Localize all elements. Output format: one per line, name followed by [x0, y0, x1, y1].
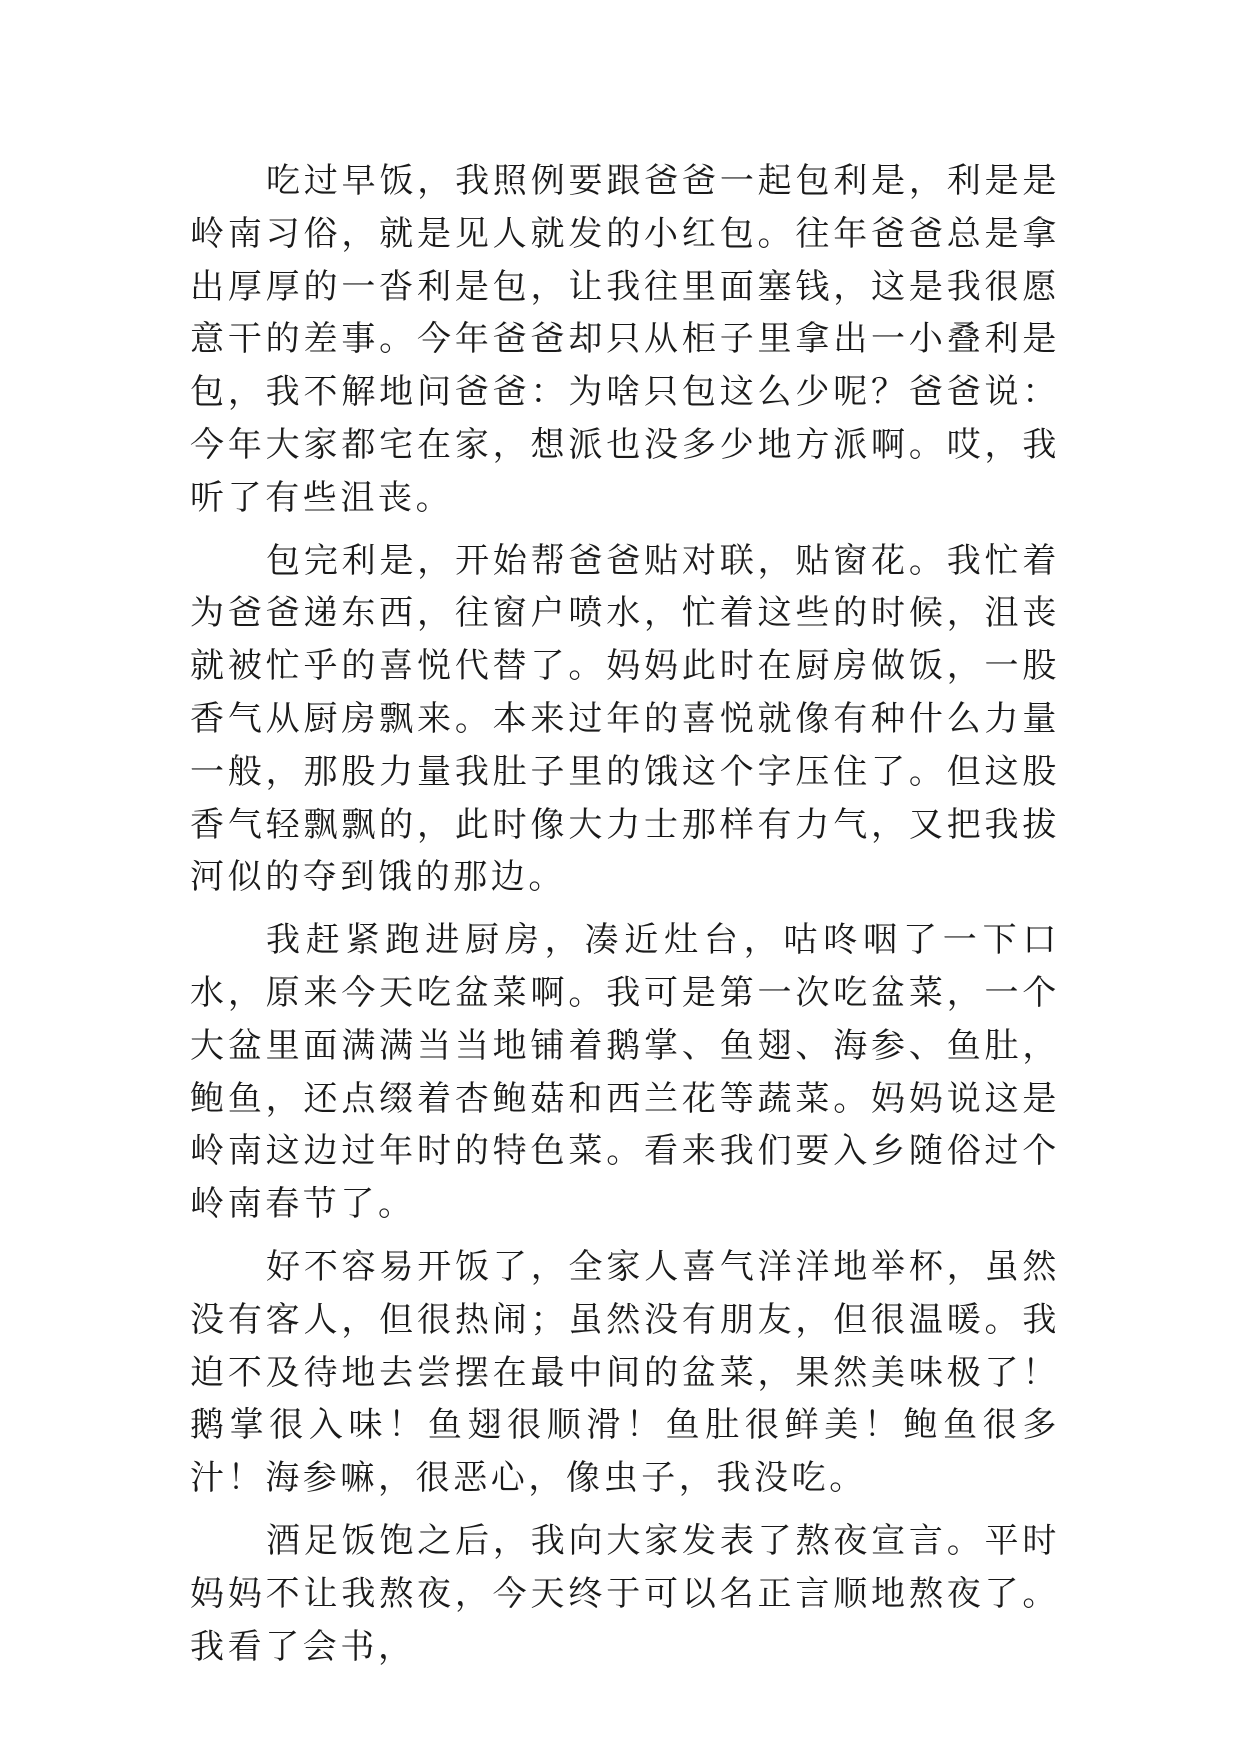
paragraph-1: 吃过早饭，我照例要跟爸爸一起包利是，利是是岭南习俗，就是见人就发的小红包。往年爸爸总是拿出厚厚的一沓利是包，让我往里面塞钱，这是我很愿意干的差事。今年爸爸却只从柜子里拿出一小叠利是包，我不解地问爸爸：为啥只包这么少呢？爸爸说：今年大家都宅在家，想派也没多少地方派啊。哎，我听了有些沮丧。 [190, 161, 1060, 518]
paragraph-4: 好不容易开饭了，全家人喜气洋洋地举杯，虽然没有客人，但很热闹；虽然没有朋友，但很温暖。我迫不及待地去尝摆在最中间的盆菜，果然美味极了！鹅掌很入味！鱼翅很顺滑！鱼肚很鲜美！鲍鱼很多汁！海参嘛，很恶心，像虫子，我没吃。 [190, 1246, 1060, 1499]
essay-body [190, 155, 1060, 1673]
paragraph-5: 酒足饭饱之后，我向大家发表了熬夜宣言。平时妈妈不让我熬夜，今天终于可以名正言顺地熬夜了。我看了会书， [190, 1520, 1060, 1667]
paragraph-2: 包完利是，开始帮爸爸贴对联，贴窗花。我忙着为爸爸递东西，往窗户喷水，忙着这些的时候，沮丧就被忙乎的喜悦代替了。妈妈此时在厨房做饭，一股香气从厨房飘来。本来过年的喜悦就像有种什么力量一般，那股力量我肚子里的饿这个字压住了。但这股香气轻飘飘的，此时像大力士那样有力气，又把我拔河似的夺到饿的那边。 [190, 540, 1060, 898]
paragraph-3: 我赶紧跑进厨房，凑近灶台，咕咚咽了一下口水，原来今天吃盆菜啊。我可是第一次吃盆菜，一个大盆里面满满当当地铺着鹅掌、鱼翅、海参、鱼肚，鲍鱼，还点缀着杏鲍菇和西兰花等蔬菜。妈妈说这是岭南这边过年时的特色菜。看来我们要入乡随俗过个岭南春节了。 [190, 920, 1060, 1225]
